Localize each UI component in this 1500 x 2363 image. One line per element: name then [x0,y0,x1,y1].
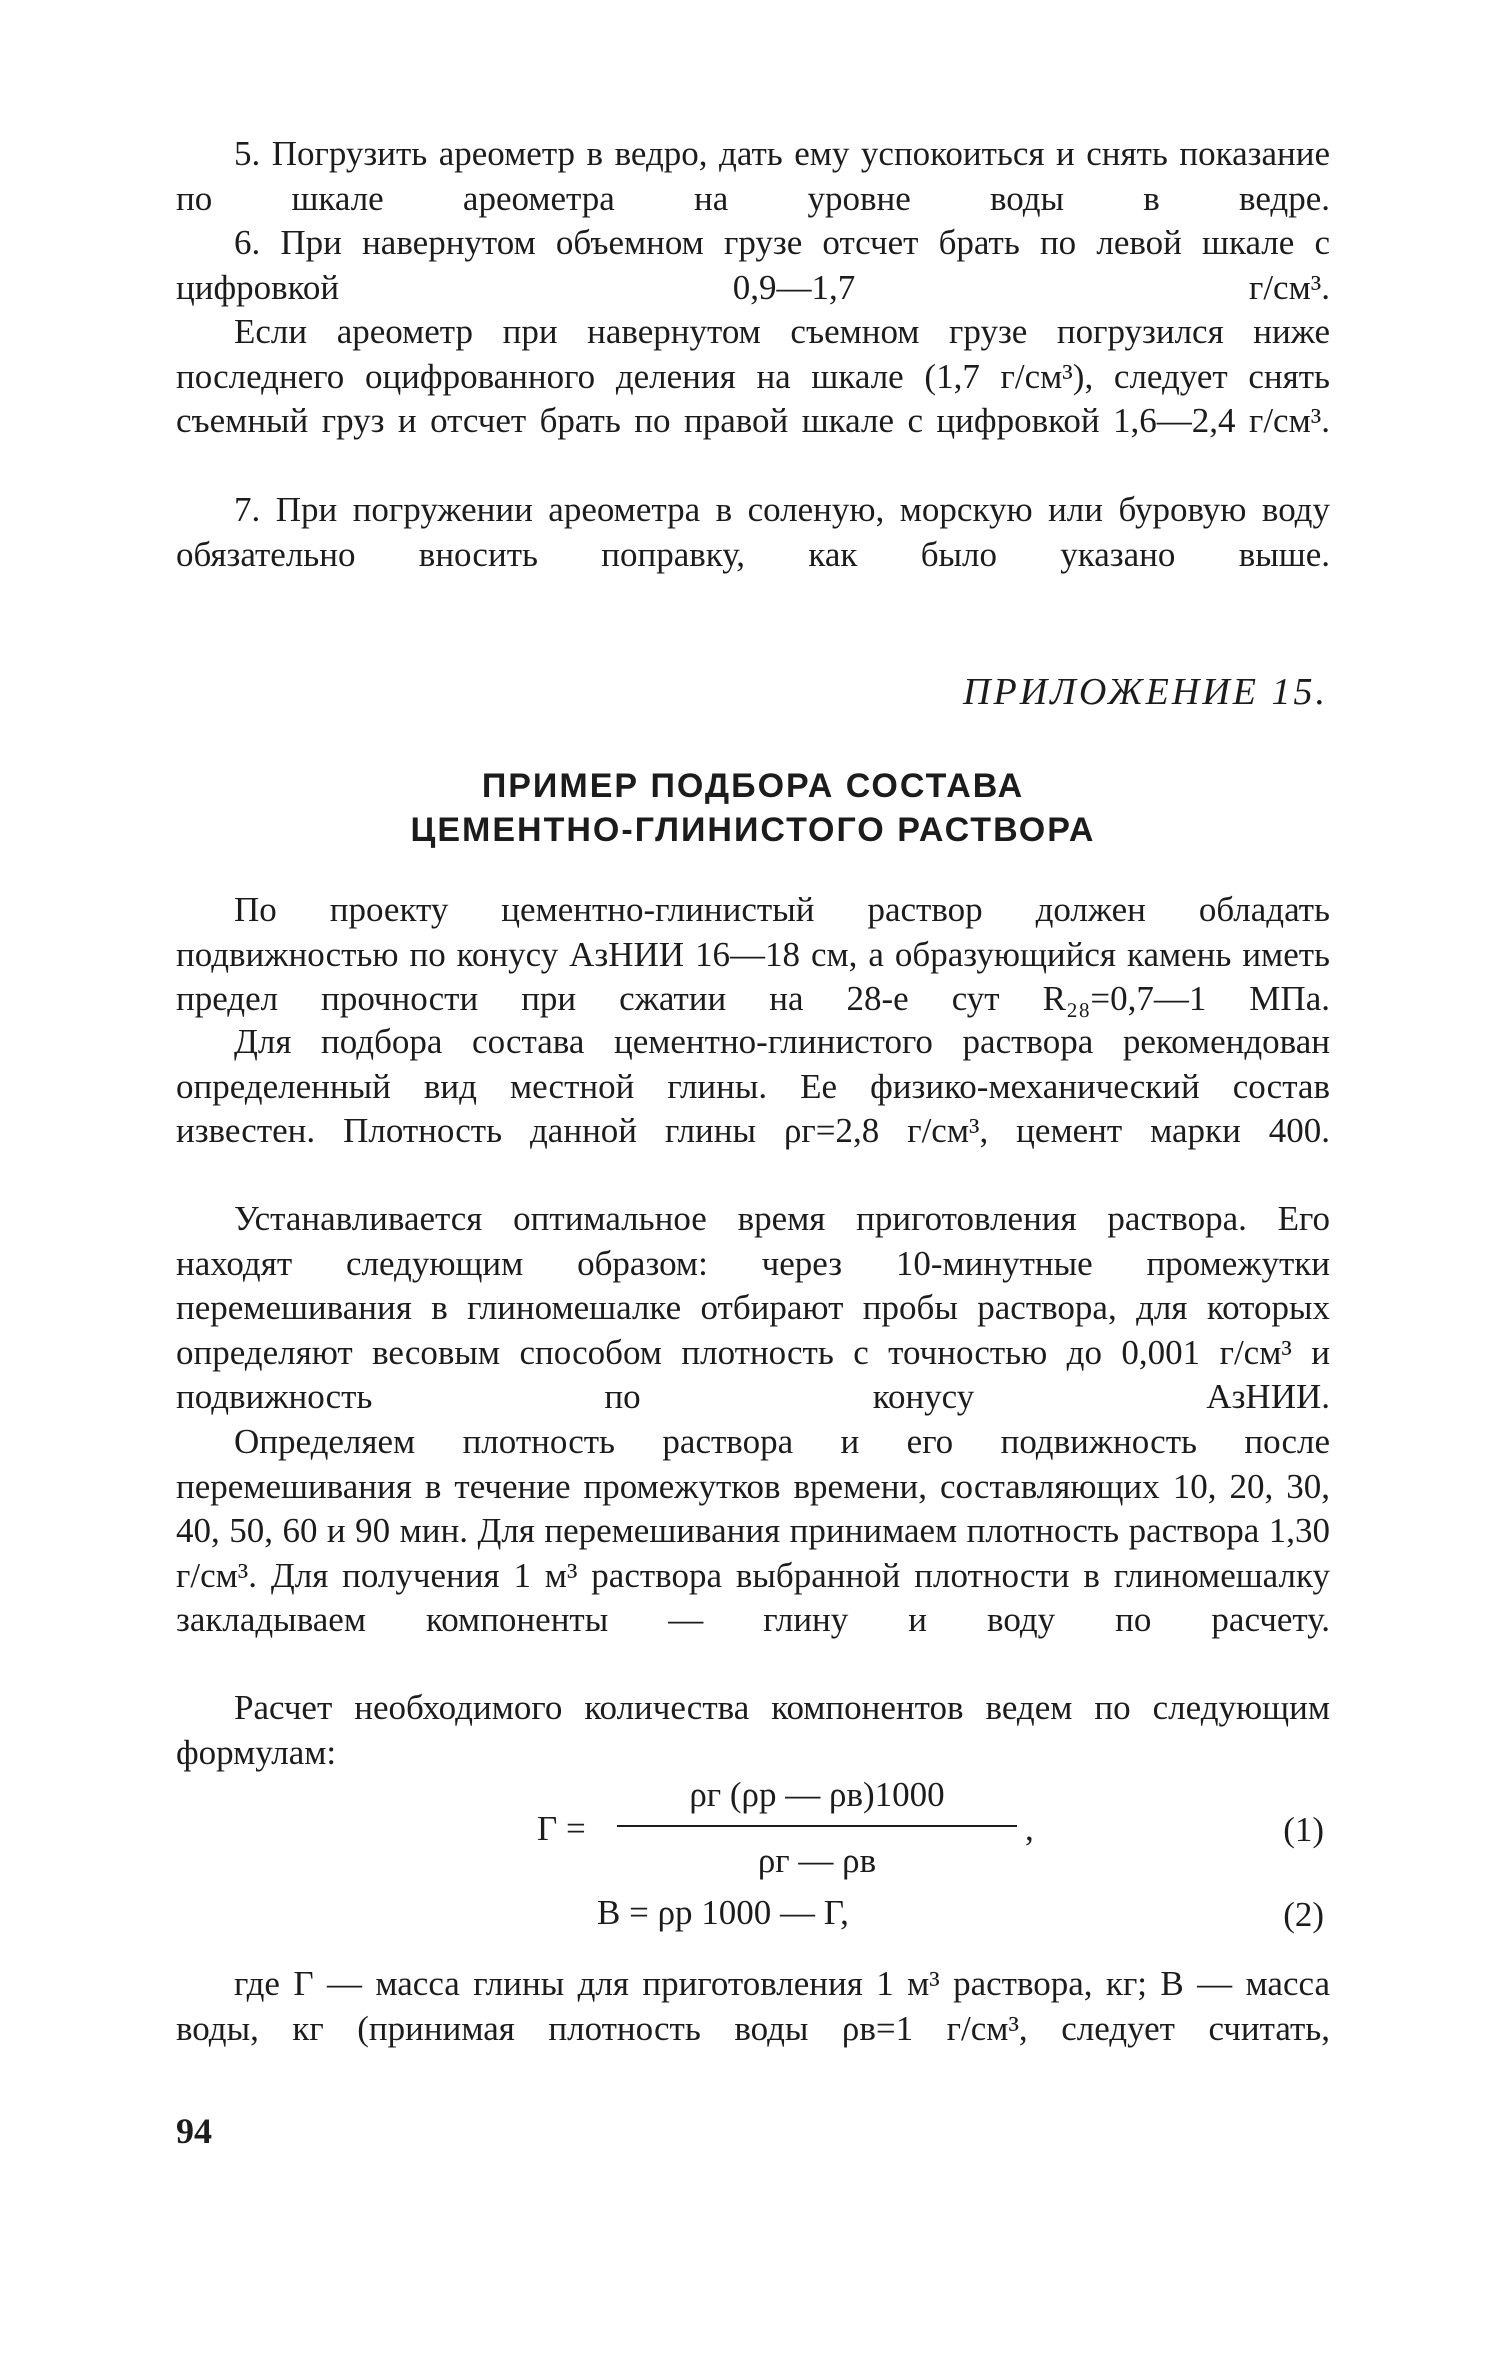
formula-2: В = ρр 1000 — Г, [597,1893,849,1932]
formula-1-denominator: ρг — ρв [757,1841,877,1880]
paragraph-mixing-time: Устанавливается оптимальное время приготовления раствора. Его находят следующим образом: через 10-минутные промежутки перемешивания в глиномешалке отбирают пробы раствора, для которых определяют весовым способом плотность с точностью до 0,001 г/см³ и подвижность по конусу АзНИИ. [176,1199,1330,1416]
paragraph-item-6: 6. При навернутом объемном грузе отсчет брать по левой шкале с цифровкой 0,9—1,7 г/см³. [176,223,1330,307]
section-title-line1: ПРИМЕР ПОДБОРА СОСТАВА [481,767,1025,805]
formula-1-number: (1) [1283,1810,1324,1849]
section-title [176,764,1330,852]
formula-1 [537,1775,1037,1905]
paragraph-density: Определяем плотность раствора и его подвижность после перемешивания в течение промежутков времени, составляющих 10, 20, 30, 40, 50, 60 и 90 мин. Для перемешивания принимаем плотность раствора 1,30 г/см³. Для получения 1 м³ раствора выбранной плотности в глиномешалку закладываем компоненты — глину и воду по расчету. [176,1422,1330,1639]
paragraph-weight-note: Если ареометр при навернутом съемном грузе погрузился ниже последнего оцифрованного деления на шкале (1,7 г/см³), следует снять съемный груз и отсчет брать по правой шкале с цифровкой 1,6—2,4 г/см³. [176,312,1330,440]
formula-1-lhs: Г = [537,1809,586,1848]
formula-1-numerator: ρг (ρр — ρв)1000 [689,1775,945,1814]
paragraph-project: По проекту цементно-глинистый раствор должен обладать подвижностью по конусу АзНИИ 16—18 см, а образующийся камень иметь предел прочности при сжатии на 28-е сут R₂₈=0,7—1 МПа. [176,890,1330,1018]
fraction-bar [617,1825,1017,1827]
paragraph-formulas-intro: Расчет необходимого количества компонентов ведем по следующим формулам: [176,1688,1330,1772]
page-number: 94 [176,2111,212,2151]
formula-1-comma: , [1025,1809,1034,1848]
formula-2-number: (2) [1283,1895,1324,1934]
paragraph-where: где Г — масса глины для приготовления 1 м³ раствора, кг; В — масса воды, кг (принимая плотность воды ρв=1 г/см³, следует считать, [176,1964,1330,2048]
paragraph-item-5: 5. Погрузить ареометр в ведро, дать ему успокоиться и снять показание по шкале ареометра на уровне воды в ведре. [176,134,1330,218]
section-title-line2: ЦЕМЕНТНО-ГЛИНИСТОГО РАСТВОРА [410,811,1096,849]
paragraph-clay: Для подбора состава цементно-глинистого раствора рекомендован определенный вид местной глины. Ее физико-механический состав известен. Плотность данной глины ρг=2,8 г/см³, цемент марки 400. [176,1022,1330,1150]
appendix-label: ПРИЛОЖЕНИЕ 15. [963,671,1328,713]
paragraph-item-7: 7. При погружении ареометра в соленую, морскую или буровую воду обязательно вносить поправку, как было указано выше. [176,490,1330,574]
